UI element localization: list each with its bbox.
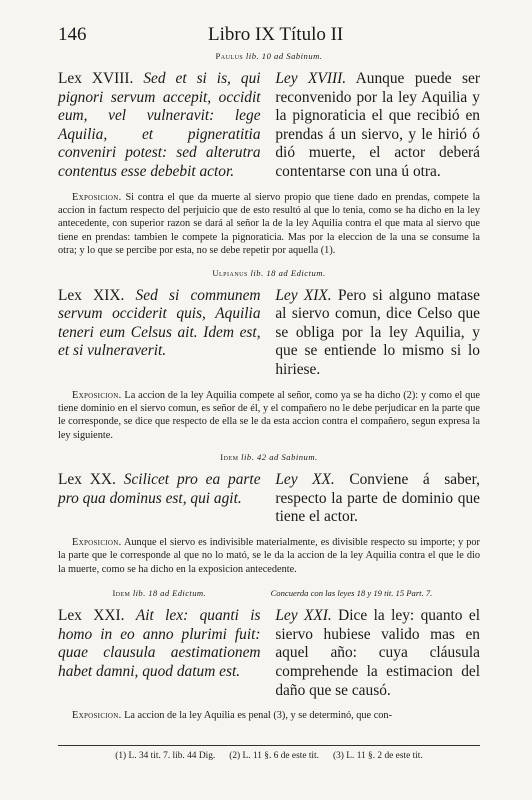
exposition: [58, 191, 480, 258]
spanish-column: [275, 607, 480, 700]
footnote-2: (2) L. 11 §. 6 de este tit.: [229, 751, 319, 761]
latin-column: [58, 70, 261, 182]
jurist-name: Idem: [112, 588, 131, 599]
attribution-ulpianus: [58, 268, 480, 278]
footnote-3: (3) L. 11 §. 2 de este tit.: [333, 751, 423, 761]
exposition-label: Exposicion.: [72, 389, 122, 401]
concordance-note: Concuerda con las leyes 18 y 19 tit. 15 Part. 7.: [270, 588, 433, 599]
exposition-text: Aunque el siervo es indivisible materialmente, es divisible respecto su importe; y por la parte que le corresponde al que no lo mató, se le da la accion de la ley Aquilia contra el que le dio la muerte, como se ha dicho en la exposicion antecedente.: [58, 536, 480, 575]
page-number: 146: [58, 24, 87, 45]
footnote-rule: [58, 745, 480, 746]
law-xx: [58, 471, 480, 527]
exposition: [58, 709, 480, 722]
spanish-column: [275, 70, 480, 182]
law-xviii: [58, 70, 480, 182]
exposition-label: Exposicion.: [72, 536, 122, 548]
attribution-paulus: [58, 51, 480, 61]
jurist-name: Paulus: [215, 51, 244, 61]
lex-label: Lex XXI.: [58, 607, 125, 625]
footnotes: [58, 751, 480, 761]
exposition-text: La accion de la ley Aquilia es penal (3), y se determinó, que con-: [124, 710, 392, 722]
exposition-text: La accion de la ley Aquilia compete al señor, como ya se ha dicho (2): y como el que tiene dominio en el siervo comun, es señor de él, y el compañero no le debe perjudicar en la parte que le corresponde, se dice que respecto de ella se le da esta accion contra el compañero, segun expresa la ley siguiente.: [58, 389, 481, 441]
ley-label: Ley XVIII.: [275, 70, 347, 87]
jurist-source: lib. 42 ad Sabinum.: [241, 452, 318, 463]
jurist-name: Idem: [220, 452, 239, 463]
lex-text: Sed et si is, qui pignori servum accepit, occidit eum, vel vulneravit: lege Aquilia, et pigneratitia conveniri potest: sed alterutra contentus esse debebit actor.: [58, 70, 261, 180]
ley-label: Ley XX.: [275, 471, 335, 489]
running-title: Libro IX Título II: [208, 24, 344, 45]
law-xxi: [58, 607, 480, 700]
exposition-text: Si contra el que da muerte al siervo propio que tiene dado en prendas, compete la accion in factum respecto del perjuicio que de esto resultó al que lo tenia, como se ha dicho en la ley antecedente, con superior razon se dará al señor la de la ley Aquilia contra el que mata al siervo que tiene en prendas: tambien le compete la pignoraticia. Mas por la eleccion de la una se consume la otra; y lo que se percibe por esta, no se debe repetir por aquella (1).: [58, 191, 481, 257]
latin-column: [58, 471, 261, 527]
ley-label: Ley XIX.: [275, 286, 332, 304]
jurist-name: Ulpianus: [212, 267, 248, 278]
jurist-source: lib. 10 ad Sabinum.: [245, 51, 323, 61]
jurist-source: lib. 18 ad Edictum.: [250, 267, 326, 278]
exposition: [58, 389, 480, 443]
spanish-column: [275, 287, 480, 380]
exposition-label: Exposicion.: [72, 710, 122, 722]
running-head: [58, 24, 480, 50]
spanish-column: [275, 471, 480, 527]
exposition: [58, 536, 480, 576]
ley-text: Dice la ley: quanto el siervo hubiese valido mas en aquel año: cuya cláusula comprehende la estimacion del daño que se causó.: [275, 607, 480, 699]
ley-label: Ley XXI.: [275, 607, 332, 625]
latin-column: [58, 607, 261, 700]
attribution-idem: [58, 452, 480, 462]
ley-text: Conviene á saber, respecto la parte de dominio que tiene el actor.: [275, 471, 480, 526]
attribution-left: [58, 588, 261, 598]
jurist-source: lib. 18 ad Edictum.: [132, 588, 207, 599]
lex-text: Scilicet pro ea parte pro qua dominus est, qui agit.: [58, 471, 261, 507]
ley-text: Pero si alguno matase al siervo comun, dice Celso que se obliga por la ley Aquilia, y que se entiende lo mismo si lo hiriese.: [275, 286, 480, 378]
lex-text: Sed si communem servum occiderit quis, Aquilia teneri eum Celsus ait. Idem est, et si vulneraverit.: [58, 286, 261, 360]
attribution-idem-concordance: [58, 588, 480, 598]
lex-label: Lex XIX.: [58, 286, 125, 304]
footnote-1: (1) L. 34 tit. 7. lib. 44 Dig.: [115, 751, 216, 761]
law-xix: [58, 287, 480, 380]
lex-text: Ait lex: quanti is homo in eo anno plurimi fuit: quae clausula aestimationem habet damni, quod datum est.: [58, 607, 261, 680]
exposition-label: Exposicion.: [72, 191, 122, 203]
lex-label: Lex XX.: [58, 471, 116, 489]
lex-label: Lex XVIII.: [58, 70, 134, 87]
ley-text: Aunque puede ser reconvenido por la ley Aquilia y la pignoraticia el que recibió en prendas á un siervo, y le hirió ó dió muerte, el actor deberá contentarse con una ú otra.: [275, 70, 480, 180]
latin-column: [58, 287, 261, 380]
